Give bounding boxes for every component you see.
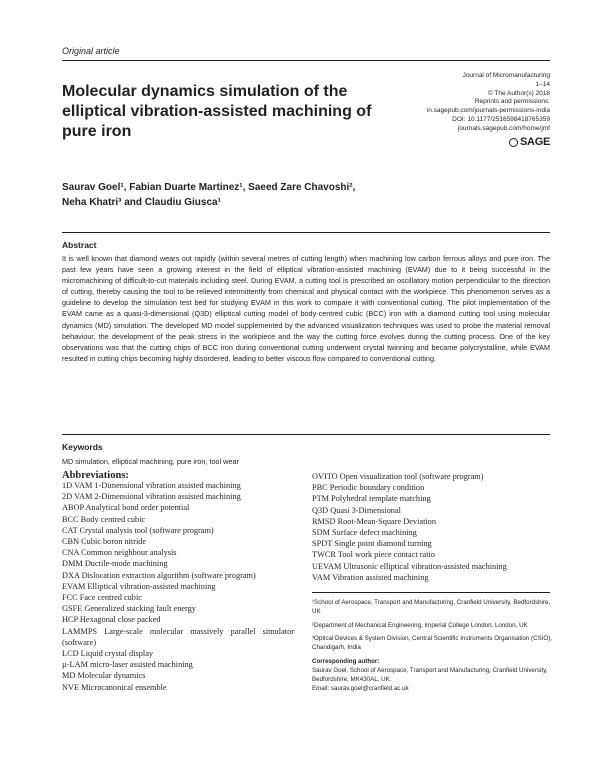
abbreviation-item: FCC Face centred cubic <box>62 593 142 603</box>
footnote-rule <box>312 592 550 593</box>
abbreviation-item: ABOP Analytical bond order potential <box>62 503 190 513</box>
journal-info <box>400 72 550 134</box>
sage-circle-icon <box>509 138 518 147</box>
abbreviation-item: CNA Common neighbour analysis <box>62 548 177 558</box>
article-type: Original article <box>62 46 120 56</box>
abbreviation-item: PBC Periodic boundary condition <box>312 483 425 493</box>
author-list <box>62 180 442 210</box>
paper-title: Molecular dynamics simulation of the elliptical vibration-assisted machining of pure iron <box>62 83 372 140</box>
abbreviation-item: PTM Polyhedral template matching <box>312 494 431 504</box>
abbreviation-item: 1D VAM 1-Dimensional vibration assisted machining <box>62 481 241 490</box>
abbreviations-heading: Abbreviations: <box>62 470 129 481</box>
abbreviation-item: NVE Microcanonical ensemble <box>62 682 167 692</box>
abbreviation-item: RMSD Root-Mean-Square Deviation <box>312 516 436 526</box>
journal-name: Journal of Micromanufacturing <box>462 72 550 79</box>
page-range: 1–14 <box>535 80 550 88</box>
abbreviation-item: VAM Vibration assisted machining <box>312 572 429 582</box>
abbreviation-item: µ-LAM micro-laser assisted machining <box>62 660 193 670</box>
permissions-label: Reprints and permissions: <box>474 98 550 106</box>
keywords-text: MD simulation, elliptical machining, pure iron, tool wear <box>62 457 239 466</box>
abbreviation-item: SPDT Single point diamond turning <box>312 539 432 549</box>
abbreviation-item: DMM Ductile-mode machining <box>62 559 168 569</box>
abbreviation-item: LAMMPS Large-scale molecular massively parallel simulator (software) <box>62 626 294 647</box>
abbreviation-item: GSFE Generalized stacking fault energy <box>62 604 196 614</box>
doi[interactable]: DOI: 10.1177/2516598418765359 <box>452 115 550 123</box>
abbreviation-item: DXA Dislocation extraction algorithm (software program) <box>62 570 256 580</box>
keywords-heading: Keywords <box>62 442 103 452</box>
header-rule <box>62 60 550 61</box>
copyright: © The Author(s) 2018 <box>487 89 550 97</box>
abbreviation-item: EVAM Elliptical vibration-assisted machining <box>62 581 216 591</box>
permissions-link[interactable]: in.sagepub.com/journals-permissions-india <box>426 107 550 115</box>
abbreviation-item: Q3D Quasi 3-Dimensional <box>312 505 401 515</box>
abbreviation-item: SDM Surface defect machining <box>312 528 417 538</box>
corresponding-email[interactable]: Email: saurav.goel@cranfield.ac.uk <box>312 685 409 693</box>
affiliation: ³Optical Devices & System Division, Central Scientific Instruments Organisation (CSIO), Chandigarh, India <box>312 635 553 652</box>
footnotes <box>312 598 552 693</box>
corresponding-address: Saurav Goel, School of Aerospace, Transport and Manufacturing, Cranfield University, Bedfordshire, MK430AL, UK. <box>312 667 548 684</box>
abbreviation-item: UEVAM Ultrasonic elliptical vibration-assisted machining <box>312 561 507 571</box>
abbreviation-item: HCP Hexagonal close packed <box>62 615 161 625</box>
affiliation: ²Department of Mechanical Engineering, Imperial College London, London, UK <box>312 621 528 629</box>
abbreviation-item: CAT Crystal analysis tool (software program) <box>62 525 214 535</box>
corresponding-heading: Corresponding author: <box>312 657 380 665</box>
abbreviation-item: LCD Liquid crystal display <box>62 649 154 659</box>
abstract-text: It is well known that diamond wears out rapidly (within several metres of cutting length) when machining low carbon ferrous alloys and pure iron. The past few years have seen a growing interest in the field of elliptical vibration-assisted machining (EVAM) due to it being successful in the micromachining of difficult-to-cut materials including steel. During EVAM, a cutting tool is prescribed an oscillatory motion perpendicular to the direction of cutting, thereby causing the tool to be relieved intermittently from chemical and physical contact with the workpiece. This phenomenon serves as a guideline to develop the simulation test bed for studying EVAM in this work to compare it with conventional cutting. The pilot implementation of the EVAM came as a quasi-3-dimensional (Q3D) elliptical cutting model of body-centred cubic (BCC) iron with a diamond cutting tool using molecular dynamics (MD) simulation. The developed MD model supplemented by the advanced visualization techniques was used to probe the material removal behaviour, the development of the peak stress in the workpiece and the way the cutting force evolves during the cutting process. One of the key observations was that the cutting chips of BCC iron during conventional cutting underwent crystal twinning and became polycrystalline, while EVAM resulted in cutting chips becoming highly disordered, leading to better viscous flow compared to conventional cutting. <box>62 254 550 363</box>
keywords-rule <box>62 434 550 435</box>
abbreviation-item: BCC Body centred cubic <box>62 514 146 524</box>
publisher-name: SAGE <box>520 136 550 148</box>
abstract-rule <box>62 232 550 233</box>
author-line: Saurav Goel¹, Fabian Duarte Martinez¹, Saeed Zare Chavoshi², <box>62 182 356 193</box>
abbreviation-item: OVITO Open visualization tool (software program) <box>312 472 484 481</box>
abbreviation-item: 2D VAM 2-Dimensional vibration assisted machining <box>62 492 241 502</box>
affiliation: ¹School of Aerospace, Transport and Manufacturing, Cranfield University, Bedfordshire, UK <box>312 599 551 616</box>
author-line: Neha Khatri³ and Claudiu Giusca¹ <box>62 197 221 208</box>
abbreviation-item: TWCR Tool work piece contact ratio <box>312 550 435 560</box>
abstract-heading: Abstract <box>62 240 97 250</box>
abbreviations-left-column <box>62 480 294 693</box>
abbreviations-right-column <box>312 471 552 583</box>
journal-home-link[interactable]: journals.sagepub.com/home/jmf <box>457 124 550 132</box>
abbreviation-item: CBN Cubic boron nitride <box>62 537 147 547</box>
publisher-logo <box>509 136 550 148</box>
abbreviation-item: MD Molecular dynamics <box>62 671 146 681</box>
